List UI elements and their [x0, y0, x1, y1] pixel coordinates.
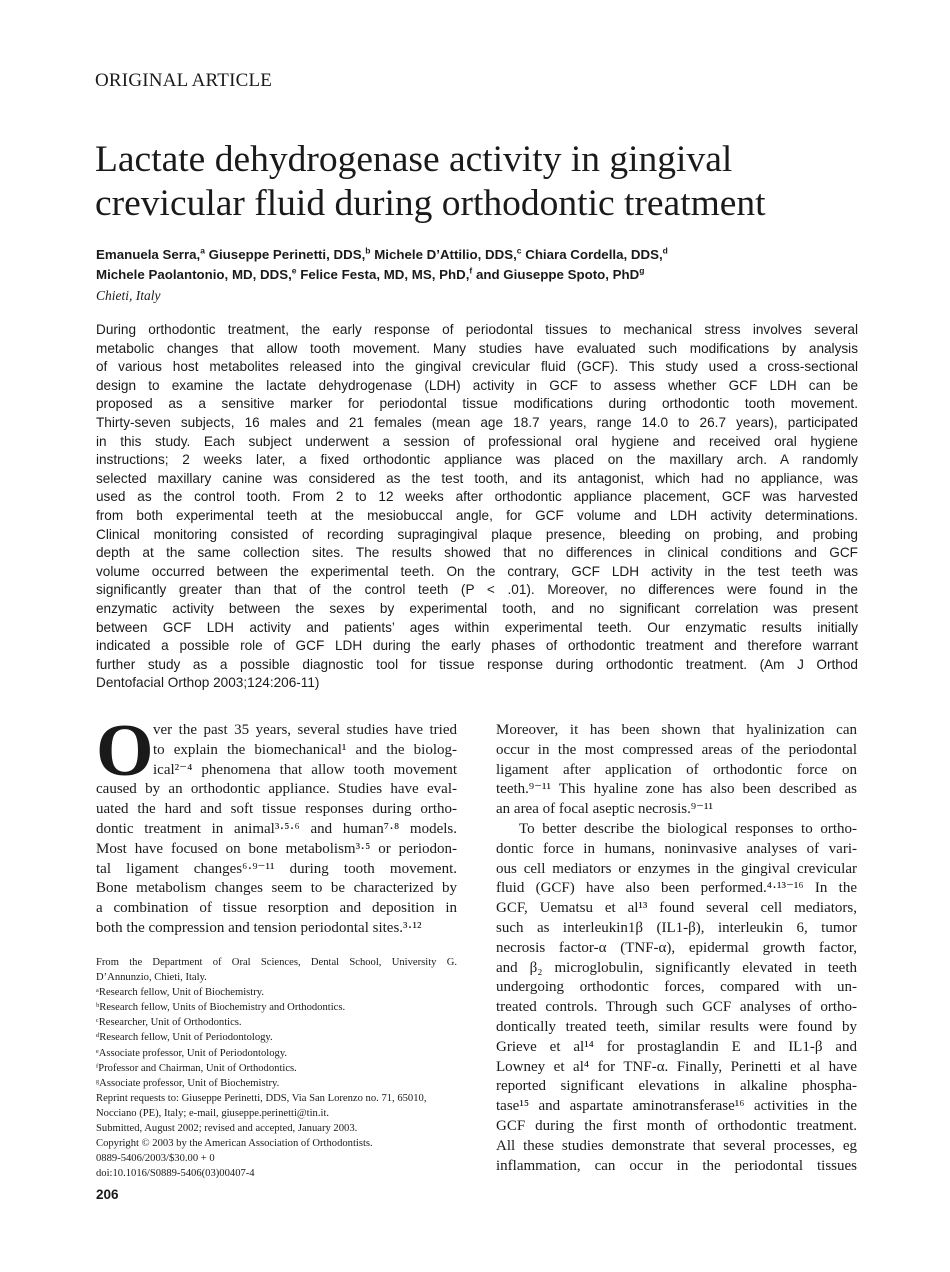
title-line: Lactate dehydrogenase activity in gingival — [95, 139, 733, 180]
drop-cap: O — [96, 710, 154, 792]
author-name: Emanuela Serra, — [96, 247, 201, 262]
page-number: 206 — [96, 1187, 119, 1202]
affiliation-mark: e — [291, 265, 297, 276]
body-line: Bone metabolism changes seem to be characterized by — [96, 880, 457, 897]
body-line: ligament after application of orthodontic force on — [496, 761, 857, 778]
footnote-line: ᵃResearch fellow, Unit of Biochemistry. — [96, 987, 265, 999]
body-line: reported significant elevations in alkaline phospha- — [496, 1078, 857, 1095]
author-name: Felice Festa, MD, MS, PhD, — [296, 267, 470, 282]
affiliation-mark: f — [469, 265, 473, 276]
footnote-line: From the Department of Oral Sciences, Dental School, University G. — [96, 957, 457, 968]
abstract-line: Dentofacial Orthop 2003;124:206-11) — [96, 675, 320, 691]
body-line: ous cell mediators or enzymes in the gingival crevicular — [496, 860, 857, 877]
body-line: All these studies demonstrate that several processes, eg — [496, 1137, 857, 1154]
abstract-line: metabolic changes that allow tooth movement. Many studies have evaluated such modifications by analysis — [96, 340, 858, 356]
author-name: Michele D’Attilio, DDS, — [370, 247, 517, 262]
body-line: uated the hard and soft tissue responses during ortho- — [96, 801, 457, 818]
body-line: dontic treatment in animal³·⁵·⁶ and human⁷·⁸ models. — [96, 820, 457, 837]
abstract-line: enzymatic activity between the sexes by experimental tooth, and no significant correlation was present — [96, 600, 858, 616]
body-line: To better describe the biological responses to ortho- — [519, 820, 857, 837]
body-line: caused by an orthodontic appliance. Studies have eval- — [96, 781, 457, 798]
abstract-line: Clinical monitoring consisted of recording supragingival plaque presence, bleeding on probing, and probing — [96, 526, 858, 542]
body-line: Most have focused on bone metabolism³·⁵ or periodon- — [96, 840, 457, 857]
body-line: to explain the biomechanical¹ and the biolog- — [153, 741, 457, 758]
affiliation-mark: d — [662, 245, 668, 256]
abstract-line: of various host metabolites released into the gingival crevicular fluid (GCF). This study used a cross-sectional — [96, 359, 858, 375]
footnote-line: Nocciano (PE), Italy; e-mail, giuseppe.perinetti@tin.it. — [96, 1107, 330, 1119]
body-line: tal ligament changes⁶·⁹⁻¹¹ during tooth movement. — [96, 860, 457, 877]
body-line: and β₂ microglobulin, significantly elevated in teeth — [496, 959, 857, 976]
affiliation-mark: b — [365, 245, 371, 256]
abstract-line: instructions; 2 weeks later, a fixed orthodontic appliance was placed on the maxillary arch. A randomly — [96, 452, 858, 468]
abstract-line: further study as a possible diagnostic tool for tissue response during orthodontic treatment. (Am J Orthod — [96, 656, 858, 672]
body-line: GCF, Uematsu et al¹³ found several cell mediators, — [496, 900, 857, 917]
abstract-line: depth at the same collection sites. The results showed that no differences in clinical conditions and GCF — [96, 545, 858, 561]
body-line: dontic force in humans, noninvasive analyses of vari- — [496, 840, 857, 857]
footnotes — [96, 955, 457, 1181]
author-name: Giuseppe Perinetti, DDS, — [204, 247, 366, 262]
author-name: Michele Paolantonio, MD, DDS, — [96, 267, 292, 282]
body-line: Grieve et al¹⁴ for prostaglandin E and IL1-β and — [496, 1038, 857, 1055]
body-line: both the compression and tension periodontal sites.³·¹² — [96, 919, 422, 936]
body-line: GCF during the first month of orthodontic treatment. — [496, 1117, 857, 1134]
abstract-line: Thirty-seven subjects, 16 males and 21 females (mean age 18.7 years, range 14.0 to 26.7 years), participated — [96, 414, 858, 430]
author-location: Chieti, Italy — [96, 288, 161, 303]
abstract-line: used as the control tooth. From 2 to 12 weeks after orthodontic appliance placement, GCF was harvested — [96, 489, 858, 505]
abstract-line: selected maxillary canine was considered as the test tooth, and its antagonist, which had no appliance, was — [96, 470, 858, 486]
footnote-line: ᶜResearcher, Unit of Orthodontics. — [96, 1017, 242, 1029]
body-line: an area of focal aseptic necrosis.⁹⁻¹¹ — [496, 801, 714, 818]
footnote-line: ᵉAssociate professor, Unit of Periodontology. — [96, 1047, 288, 1059]
body-line: Moreover, it has been shown that hyalinization can — [496, 722, 857, 738]
article-title — [95, 138, 875, 226]
title-line: crevicular fluid during orthodontic treatment — [95, 183, 766, 224]
author-line — [96, 245, 668, 265]
author-line — [96, 265, 668, 285]
affiliation-mark: g — [639, 265, 645, 276]
footnote-line: ᵍAssociate professor, Unit of Biochemistry. — [96, 1077, 280, 1089]
body-line: teeth.⁹⁻¹¹ This hyaline zone has also been described as — [496, 781, 857, 798]
body-line: Lowney et al⁴ for TNF-α. Finally, Perinetti et al have — [496, 1058, 857, 1075]
abstract-line: design to examine the lactate dehydrogenase (LDH) activity in GCF to assess whether GCF LDH can be — [96, 377, 858, 393]
author-name: Chiara Cordella, DDS, — [521, 247, 663, 262]
body-line: fluid (GCF) have also been performed.⁴·¹³⁻¹⁶ In the — [496, 880, 857, 897]
abstract-line: significantly greater than that of the control teeth (P < .01). Moreover, no differences were found in the — [96, 582, 858, 598]
footnote-line: Copyright © 2003 by the American Association of Orthodontists. — [96, 1138, 373, 1150]
body-line: occur in the most compressed areas of the periodontal — [496, 741, 857, 758]
footnote-line: ᶠProfessor and Chairman, Unit of Orthodontics. — [96, 1062, 297, 1074]
author-list — [96, 245, 668, 285]
body-line: undergoing orthodontic forces, compared with un- — [496, 979, 857, 996]
body-column-right — [496, 721, 857, 1176]
section-label: ORIGINAL ARTICLE — [95, 70, 273, 91]
affiliation-mark: c — [516, 245, 522, 256]
body-line: ver the past 35 years, several studies have tried — [153, 722, 457, 738]
body-line: a combination of tissue resorption and deposition in — [96, 900, 457, 917]
body-line: tase¹⁵ and aspartate aminotransferase¹⁶ activities in the — [496, 1098, 857, 1115]
body-line: treated controls. Through such GCF analyses of ortho- — [496, 999, 857, 1016]
footnote-line: D’Annunzio, Chieti, Italy. — [96, 972, 207, 984]
body-line: such as interleukin1β (IL1-β), interleukin 6, tumor — [496, 919, 857, 936]
abstract-line: During orthodontic treatment, the early response of periodontal tissues to mechanical stress involves several — [96, 322, 858, 337]
abstract — [96, 321, 858, 693]
body-column-left — [96, 721, 457, 939]
body-line: ical²⁻⁴ phenomena that allow tooth movement — [153, 761, 457, 778]
footnote-line: Reprint requests to: Giuseppe Perinetti, DDS, Via San Lorenzo no. 71, 65010, — [96, 1092, 427, 1104]
abstract-line: in this study. Each subject underwent a session of professional oral hygiene and received oral hygiene — [96, 433, 858, 449]
footnote-line: Submitted, August 2002; revised and accepted, January 2003. — [96, 1123, 358, 1135]
footnote-line: ᵇResearch fellow, Units of Biochemistry and Orthodontics. — [96, 1002, 346, 1014]
body-line: inflammation, can occur in the periodontal tissues — [496, 1157, 857, 1174]
abstract-line: proposed as a sensitive marker for periodontal tissue modifications during orthodontic tooth movement. — [96, 396, 858, 412]
abstract-line: between GCF LDH activity and patients’ ages within experimental teeth. Our enzymatic results initially — [96, 619, 858, 635]
footnote-line: doi:10.1016/S0889-5406(03)00407-4 — [96, 1168, 255, 1180]
author-name: and Giuseppe Spoto, PhD — [472, 267, 640, 282]
footnote-line: ᵈResearch fellow, Unit of Periodontology. — [96, 1032, 273, 1044]
abstract-line: indicated a possible role of GCF LDH during the early phases of orthodontic treatment and therefore warrant — [96, 638, 858, 654]
affiliation-mark: a — [200, 245, 205, 256]
abstract-line: volume occurred between the experimental teeth. On the contrary, GCF LDH activity in the test teeth was — [96, 563, 858, 579]
body-line: necrosis factor-α (TNF-α), epidermal growth factor, — [496, 939, 857, 956]
footnote-line: 0889-5406/2003/$30.00 + 0 — [96, 1153, 215, 1165]
abstract-line: from both experimental teeth at the mesiobuccal angle, for GCF volume and LDH activity determinations. — [96, 507, 858, 523]
body-line: dontically treated teeth, similar results were found by — [496, 1018, 857, 1035]
